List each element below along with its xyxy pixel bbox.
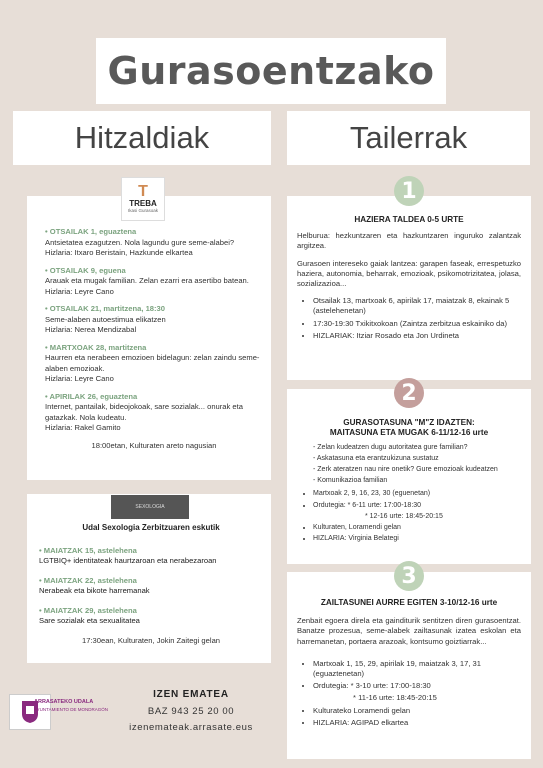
tailerra-title [297,418,521,438]
event-item [45,227,263,259]
sexologia-title: Udal Sexologia Zerbitzuaren eskutik [82,523,220,532]
sexologia-logo [111,495,189,519]
tailerra-paragraph: Gurasoen intereseko gaiak lantzea: garapen faseak, errespetuzko haziera, autonomia, beharrak, emozioak, psikomotrizitatea, jolasa, sozializazioa... [297,258,521,289]
tailerra-paragraph: Helburua: hezkuntzaren eta hazkuntzaren inguruko zalantzak argitzea. [297,231,521,251]
event-topic: Nerabeak eta bikote harremanak [39,586,150,595]
tailerra-paragraph: Zenbait egoera direla eta gainditurik sentitzen diren gurasoentzat. Banatze prozesua, seme-alabek zailtasunak izatea eskolan eta harremanetan, portaera arazoak, kontsumo goiztiarrak... [297,616,521,646]
udala-name-sub: AYUNTAMIENTO DE MONDRAGÓN [34,707,109,712]
event-item [45,343,263,385]
event-date: • OTSAILAK 21, martitzena, 18:30 [45,304,263,315]
header-hitzaldiak-label: Hitzaldiak [74,120,210,155]
event-topic: Sare sozialak eta sexualitatea [39,616,140,625]
hitzaldiak-footer: 18:00etan, Kulturaten areto nagusian [91,440,217,450]
list-item: • Kulturateko Loramendi gelan [313,706,521,716]
event-date: • MAIATZAK 15, astelehena [39,546,263,557]
event-date: • MAIATZAK 22, astelehena [39,576,263,587]
treba-mark-icon: T [138,183,148,200]
list-item: • Kulturaten, Loramendi gelan [313,523,521,532]
event-topic: Antsietatea ezagutzen. Nola lagundu gure seme-alabei? [45,237,235,247]
event-item [39,576,263,597]
sexologia-logo-text: SEXOLOGIA [135,504,165,510]
tailerra-2-panel [287,389,531,564]
tailerra-title: HAZIERA TALDEA 0-5 URTE [354,215,464,224]
event-topic: LGTBIQ+ identitateak haurtzaroan eta nerabezaroan [39,556,217,565]
tailerra-bullets [297,489,521,543]
list-item: - Zelan kudeatzen dugu autoritatea gure familian? [313,443,521,452]
event-date: • MARTXOAK 28, martitzena [45,343,263,354]
tailerra-title-line: MAITASUNA ETA MUGAK 6-11/12-16 urte [329,428,489,438]
event-speaker: Hizlaria: Leyre Cano [45,374,114,383]
event-date: • APIRILAK 26, eguaztena [45,392,263,403]
number-badge: 3 [394,561,424,591]
event-item [45,304,263,336]
treba-logo-word: TREBA [129,199,157,208]
list-item: • 17:30-19:30 Txikitxokoan (Zaintza zerbitzua eskainiko da) [313,319,521,329]
list-item: - Zerk ateratzen nau nire onetik? Gure emozioak kudeatzen [313,465,521,474]
event-topic: Internet, pantailak, bideojokoak, sare sozialak... onurak eta gatazkak. Nola kudeatu. [45,402,243,422]
tailerra-bullets [297,296,521,341]
tailerra-1-panel [287,196,531,380]
list-item: • Martxoak 2, 9, 16, 23, 30 (eguenetan) [313,489,521,498]
list-item: • HIZLARIAK: Itziar Rosado eta Jon Urdineta [313,331,521,341]
list-item: • Martxoak 1, 15, 29, apirilak 19, maiatzak 3, 17, 31 (eguaztenetan) [313,659,521,679]
treba-logo-sub: Ikasi Gurasoak [127,208,158,213]
event-topic: Seme-alaben autoestimua elikatzen [45,314,166,324]
tailerra-title-line: GURASOTASUNA "M"Z IDAZTEN: [343,418,475,427]
tailerra-title: ZAILTASUNEI AURRE EGITEN 3-10/12-16 urte [320,598,498,607]
sexologia-footer: 17:30ean, Kulturaten, Jokin Zaitegi gelan [81,635,221,645]
event-item [39,606,263,627]
sexologia-panel [27,494,271,663]
udala-name [34,699,108,713]
title-box [96,38,446,104]
event-speaker: Hizlaria: Leyre Cano [45,286,114,296]
event-item [39,546,263,567]
list-item: • HIZLARIA: AGIPAD elkartea [313,718,521,728]
list-item: * 11-16 urte: 18:45-20:15 [353,693,437,703]
hitzaldiak-panel [27,196,271,480]
event-item [45,266,263,298]
event-date: • MAIATZAK 29, astelehena [39,606,263,617]
tailerra-dashes [297,443,521,485]
event-topic: Arauak eta mugak familian. Zelan ezarri era asertibo batean. [45,276,249,285]
event-date: • OTSAILAK 1, eguaztena [45,227,263,238]
list-item: • Ordutegia: * 6-11 urte: 17:00-18:30 [313,501,521,510]
registration-info [106,689,276,738]
event-speaker: Hizlaria: Nerea Mendizabal [45,325,137,334]
header-tailerrak-label: Tailerrak [349,120,468,155]
event-date: • OTSAILAK 9, eguena [45,266,263,277]
number-badge: 1 [394,176,424,206]
number-badge: 2 [394,378,424,408]
list-item: • HIZLARIA: Virginia Belategi [313,534,521,543]
tailerra-3-panel [287,572,531,759]
event-topic: Haurren eta nerabeen emozioen bidelagun: zelan zaindu seme-alaben emozioak. [45,353,260,373]
registration-phone: BAZ 943 25 20 00 [147,706,235,717]
list-item: • Ordutegia: * 3-10 urte: 17:00-18:30 [313,681,521,691]
header-hitzaldiak [13,111,271,165]
treba-logo [121,177,165,221]
udala-name-main: ARRASATEKO UDALA [34,699,94,705]
header-tailerrak [287,111,530,165]
page-title: Gurasoentzako [107,49,435,93]
event-item [45,392,263,434]
event-speaker: Hizlaria: Rakel Gamito [45,423,121,432]
event-speaker: Hizlaria: Itxaro Beristain, Hazkunde elkartea [45,248,193,257]
registration-web-link[interactable]: izenemateak.arrasate.eus [129,722,253,733]
list-item: - Komunikazioa familian [313,476,521,485]
list-item: • Otsailak 13, martxoak 6, apirilak 17, maiatzak 8, ekainak 5 (astelehenetan) [313,296,521,316]
list-item: - Askatasuna eta erantzukizuna sustatuz [313,454,521,463]
list-item: * 12-16 urte: 18:45-20:15 [365,512,443,520]
registration-title: IZEN EMATEA [153,689,229,700]
tailerra-bullets [297,659,521,728]
